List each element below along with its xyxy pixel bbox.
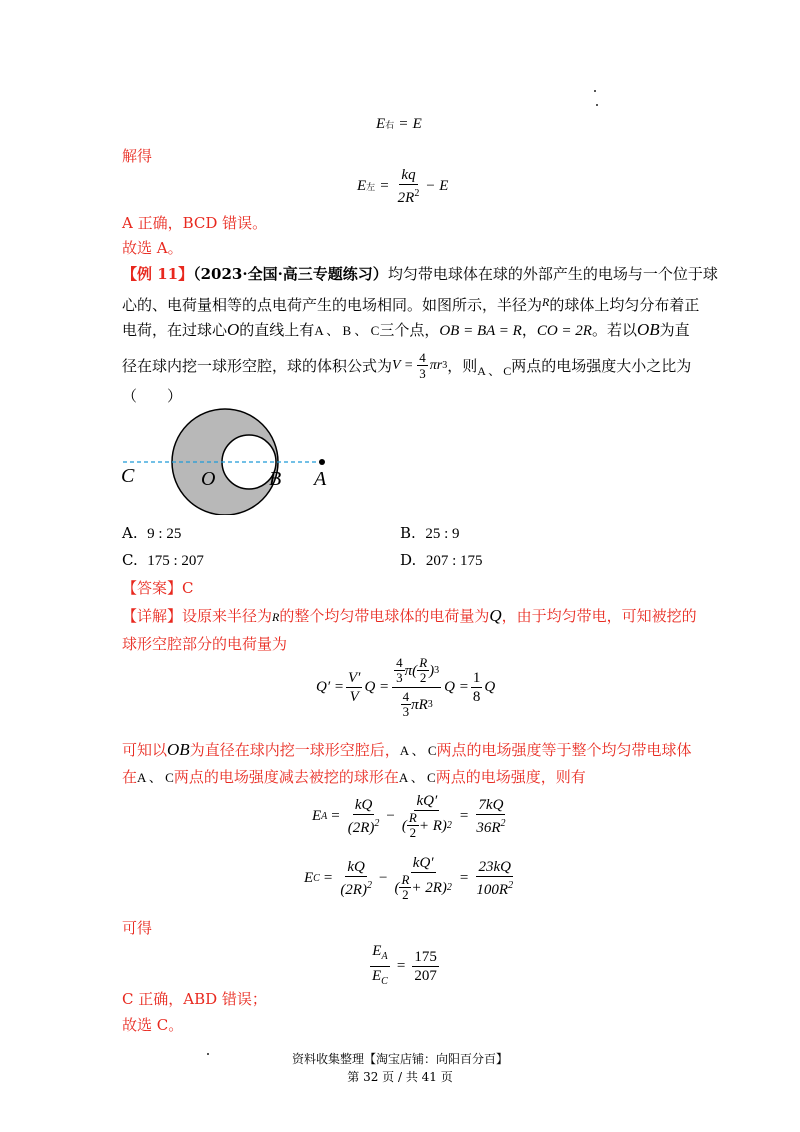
sphere-cavity-figure [115,405,345,515]
detail-line-1: 【详解】设原来半径为R的整个均匀带电球体的电荷量为Q，由于均匀带电，可知被挖的 [122,606,697,625]
example-line-3: 电荷，在过球心O的直线上有A 、 B 、 C三个点，OB = BA = R，CO = 2R。若以OB为直 [122,320,690,339]
equation-right-field: E 右 = E [376,116,422,132]
text-kede: 可得 [122,919,153,937]
detail-line-2: 球形空腔部分的电荷量为 [122,635,288,653]
option-c[interactable]: C. 175 : 207 [122,551,204,569]
para2-line-2: 在A 、 C两点的电场强度减去被挖的球形在A 、 C两点的电场强度，则有 [122,768,586,786]
fraction: kQ′ ( $\frac{R}{2}$ + R) 2 [401,793,452,840]
fraction: $\frac{4}{3}$ [419,350,426,381]
example-source: （2023·全国·高三专题练习） [193,265,388,283]
equation-field-c: E C = $\frac{kQ}{(2R)^2}$ − kQ′ ( $\frac{R}{2}$ + 2R) 2 = $\frac{23kQ}{100R^2}$ [304,855,514,902]
equation-field-a: E A = $\frac{kQ}{(2R)^2}$ − kQ′ ( $\frac{R}{2}$ + R) 2 = $\frac{7kQ}{36R^2}$ [312,793,506,840]
option-b[interactable]: B. 25 : 9 [400,524,460,542]
label-c: C [121,465,135,487]
equation-cavity-charge: Q′ = $\frac{V'}{V}$ Q = $\frac{4}{3}$ π( $\frac{R}{2}$ ) 3 $\frac{4}{3}$ πR 3 Q = $\frac{1}{8}$ Q [316,655,496,719]
fraction: $\frac{7kQ}{36R^2}$ [476,796,506,836]
point-a-dot [319,459,325,465]
equation-left-field: E 左 = $\frac{kq}{2R^2}$ − E [357,167,449,206]
example-line-2: 心的、电荷量相等的点电荷产生的电场相同。如图所示，半径为$^R$的球体上均匀分布着正 [122,295,700,314]
label-o: O [201,468,216,490]
fraction: $\frac{kQ}{(2R)^2}$ [347,796,380,836]
corner-dot [594,90,596,92]
fraction: $\frac{175}{207}$ [414,949,437,984]
fraction: $\frac{kQ}{(2R)^2}$ [340,858,372,898]
fraction: $\frac{E_A}{E_C}$ [372,943,388,987]
footer-page-number: 第 32 页 / 共 41 页 [347,1070,453,1084]
example-line-1: 【例 11】（2023·全国·高三专题练习）均匀带电球体在球的外部产生的电场与一个位于球 [122,265,718,283]
footer-source: 资料收集整理【淘宝店铺：向阳百分百】 [291,1052,508,1066]
conclusion-c: C 正确，ABD 错误； [122,990,267,1008]
label-a: A [314,468,327,490]
select-a: 故选 A。 [122,239,183,257]
para2-line-1: 可知以OB为直径在球内挖一球形空腔后，A 、 C两点的电场强度等于整个均匀带电球体 [122,740,692,759]
fraction: $\frac{V'}{V}$ [348,670,361,705]
fraction: $\frac{kq}{2R^2}$ [397,167,420,206]
example-line-4: 径在球内挖一球形空腔，球的体积公式为 V = $\frac{4}{3}$ πr 3 ，则 A 、 C 两点的电场强度大小之比为 [122,350,692,381]
example-tag: 【例 11】 [122,265,194,283]
conclusion-a: A 正确，BCD 错误。 [122,214,268,232]
answer-paren: （ ） [122,387,183,405]
text-jiede: 解得 [122,147,153,165]
answer-label: 【答案】C [122,579,194,597]
big-fraction: $\frac{4}{3}$ π( $\frac{R}{2}$ ) 3 $\frac{4}{3}$ πR 3 [392,656,441,719]
label-b: B [269,468,282,490]
select-c: 故选 C。 [122,1016,184,1034]
fraction: kQ′ ( $\frac{R}{2}$ + 2R) 2 [394,855,452,902]
option-d[interactable]: D. 207 : 175 [400,551,483,569]
subscript: 右 [385,121,395,131]
option-a[interactable]: A. 9 : 25 [122,524,182,542]
corner-dot [596,104,598,106]
fraction: $\frac{1}{8}$ [472,670,481,705]
equation-ratio: $\frac{E_A}{E_C}$ = $\frac{175}{207}$ [368,942,441,991]
fraction: $\frac{23kQ}{100R^2}$ [476,858,514,898]
